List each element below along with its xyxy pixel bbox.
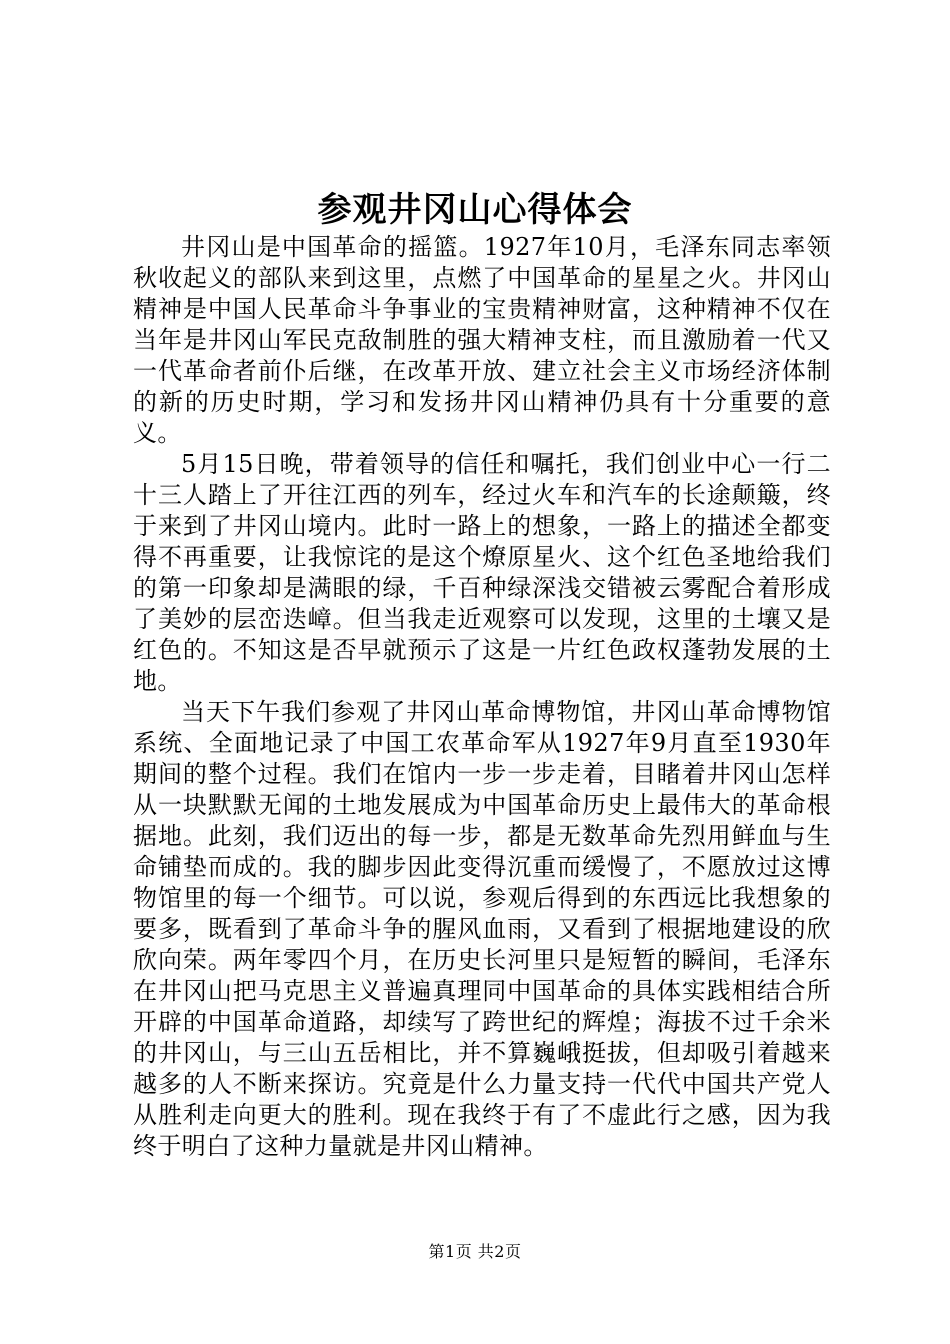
paragraph-3: 当天下午我们参观了井冈山革命博物馆，井冈山革命博物馆系统、全面地记录了中国工农革命军从1927年9月直至1930年期间的整个过程。我们在馆内一步一步走着，目睹着井冈山怎样从一块默默无闻的土地发展成为中国革命历史上最伟大的革命根据地。此刻，我们迈出的每一步，都是无数革命先烈用鲜血与生命铺垫而成的。我的脚步因此变得沉重而缓慢了，不愿放过这博物馆里的每一个细节。可以说，参观后得到的东西远比我想象的要多，既看到了革命斗争的腥风血雨，又看到了根据地建设的欣欣向荣。两年零四个月，在历史长河里只是短暂的瞬间，毛泽东在井冈山把马克思主义普遍真理同中国革命的具体实践相结合所开辟的中国革命道路，却续写了跨世纪的辉煌；海拔不过千余米的井冈山，与三山五岳相比，并不算巍峨挺拔，但却吸引着越来越多的人不断来探访。究竟是什么力量支持一代代中国共产党人从胜利走向更大的胜利。现在我终于有了不虚此行之感，因为我终于明白了这种力量就是井冈山精神。: [133, 698, 831, 1160]
document-body: [133, 232, 831, 1162]
paragraph-2: 5月15日晚，带着领导的信任和嘱托，我们创业中心一行二十三人踏上了开往江西的列车，经过火车和汽车的长途颠簸，终于来到了井冈山境内。此时一路上的想象，一路上的描述全都变得不再重要，让我惊诧的是这个燎原星火、这个红色圣地给我们的第一印象却是满眼的绿，千百种绿深浅交错被云雾配合着形成了美妙的层峦迭嶂。但当我走近观察可以发现，这里的土壤又是红色的。不知这是否早就预示了这是一片红色政权蓬勃发展的土地。: [133, 450, 831, 695]
document-title: 参观井冈山心得体会: [317, 190, 633, 230]
page-number-footer: 第1页 共2页: [428, 1242, 522, 1261]
paragraph-1: 井冈山是中国革命的摇篮。1927年10月，毛泽东同志率领秋收起义的部队来到这里，点燃了中国革命的星星之火。井冈山精神是中国人民革命斗争事业的宝贵精神财富，这种精神不仅在当年是井冈山军民克敌制胜的强大精神支柱，而且激励着一代又一代革命者前仆后继，在改革开放、建立社会主义市场经济体制的新的历史时期，学习和发扬井冈山精神仍具有十分重要的意义。: [133, 233, 831, 447]
